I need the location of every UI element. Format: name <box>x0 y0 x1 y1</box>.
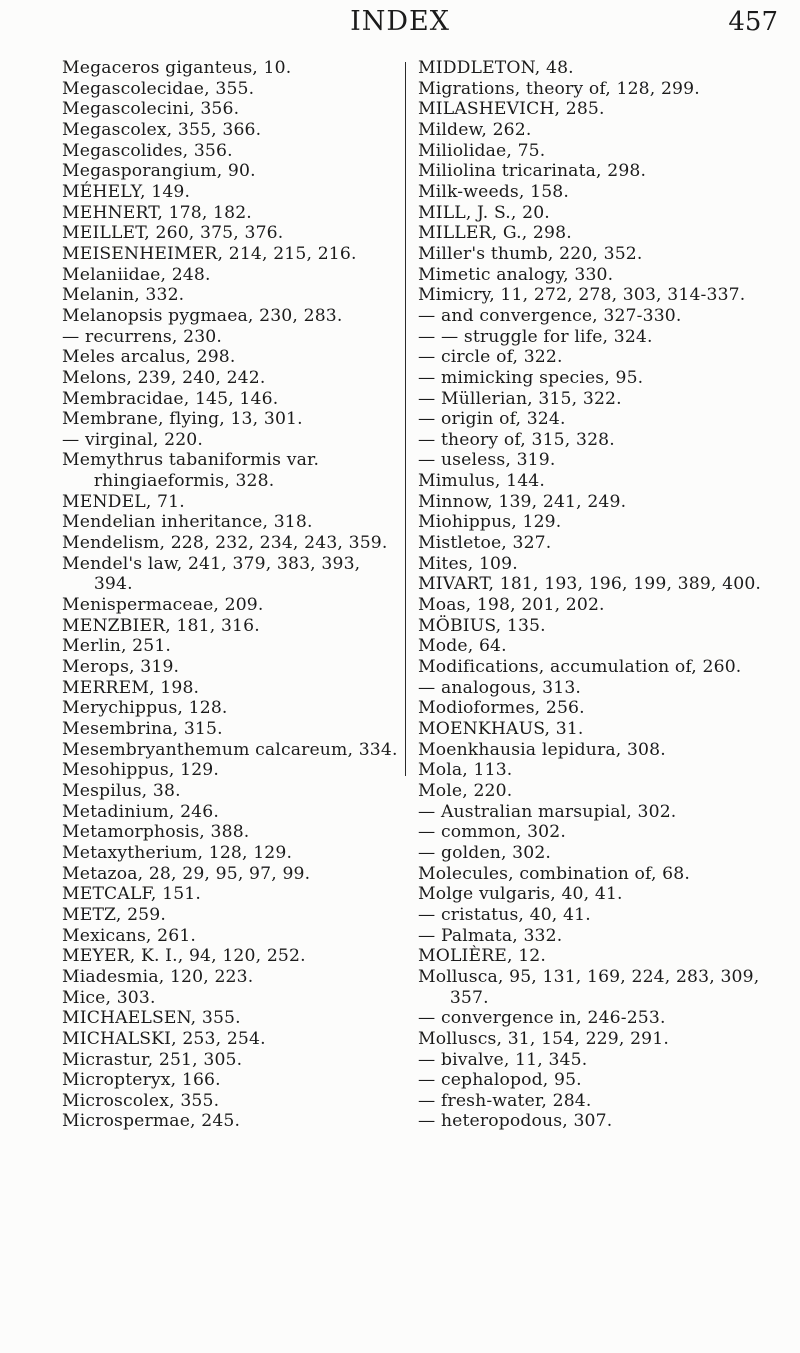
index-entry: Megascolecini, 356. <box>62 99 240 120</box>
index-entry: MICHALSKI, 253, 254. <box>62 1028 266 1049</box>
page-number: 457 <box>728 7 778 37</box>
index-entry: Modioformes, 256. <box>418 698 585 719</box>
index-entry: Mimicry, 11, 272, 278, 303, 314-337. <box>418 285 746 306</box>
index-entry: Microspermae, 245. <box>62 1111 241 1132</box>
index-entry: — bivalve, 11, 345. <box>418 1049 588 1070</box>
index-entry: Modifications, accumulation of, 260. <box>418 657 742 678</box>
index-entry: Miliolidae, 75. <box>418 140 546 161</box>
index-entry: Milk-weeds, 158. <box>418 181 569 202</box>
index-entry: METZ, 259. <box>62 904 166 925</box>
index-entry: Membracidae, 145, 146. <box>62 388 279 409</box>
index-entry: Menispermaceae, 209. <box>62 595 264 616</box>
index-entry: Merlin, 251. <box>62 636 172 657</box>
index-entry: Metadinium, 246. <box>62 801 219 822</box>
index-entry: — origin of, 324. <box>418 409 566 430</box>
index-entry: MÉHELY, 149. <box>62 181 191 202</box>
index-entry: Megasporangium, 90. <box>62 161 256 182</box>
page-title: INDEX <box>350 6 450 37</box>
index-entry: Mexicans, 261. <box>62 925 197 946</box>
index-entry: Megascolecidae, 355. <box>62 78 255 99</box>
index-entry: Megascolex, 355, 366. <box>62 119 262 140</box>
index-entry: Merops, 319. <box>62 657 180 678</box>
index-entry: MICHAELSEN, 355. <box>62 1008 241 1029</box>
index-entry: Micropteryx, 166. <box>62 1070 221 1091</box>
index-entry: Mesohippus, 129. <box>62 760 219 781</box>
index-entry: MERREM, 198. <box>62 677 200 698</box>
index-entry: MIDDLETON, 48. <box>418 58 574 78</box>
index-column-right <box>418 58 793 1132</box>
index-entry: Mole, 220. <box>418 780 513 801</box>
index-entry: Membrane, flying, 13, 301. <box>62 409 303 430</box>
index-entry: MEHNERT, 178, 182. <box>62 202 252 223</box>
index-entry: MILLER, G., 298. <box>418 223 572 244</box>
index-column-left <box>62 58 402 1132</box>
index-entry: METCALF, 151. <box>62 884 201 905</box>
index-entry: MILL, J. S., 20. <box>418 202 550 223</box>
index-entry: — — struggle for life, 324. <box>418 326 653 347</box>
index-entry: Micrastur, 251, 305. <box>62 1049 243 1070</box>
index-entry: Melaniidae, 248. <box>62 264 211 285</box>
index-entry: MEISENHEIMER, 214, 215, 216. <box>62 243 357 264</box>
index-entry: — recurrens, 230. <box>62 326 222 347</box>
index-entry: — Palmata, 332. <box>418 925 563 946</box>
index-entry: — common, 302. <box>418 822 566 843</box>
index-entry: Molluscs, 31, 154, 229, 291. <box>418 1028 669 1049</box>
index-entry: — cristatus, 40, 41. <box>418 904 591 925</box>
index-entry: Moas, 198, 201, 202. <box>418 595 605 616</box>
index-entry: MENZBIER, 181, 316. <box>62 615 260 636</box>
index-entry: Merychippus, 128. <box>62 698 228 719</box>
index-entry: — fresh-water, 284. <box>418 1090 592 1111</box>
index-entry: Moenkhausia lepidura, 308. <box>418 739 666 760</box>
column-divider <box>405 62 406 776</box>
index-entry: Metamorphosis, 388. <box>62 822 250 843</box>
index-entry: Migrations, theory of, 128, 299. <box>418 78 700 99</box>
index-entry: — virginal, 220. <box>62 429 203 450</box>
index-entry: Mimetic analogy, 330. <box>418 264 614 285</box>
index-entry: MENDEL, 71. <box>62 491 185 512</box>
index-entry: Miohippus, 129. <box>418 512 562 533</box>
index-entry: — circle of, 322. <box>418 347 563 368</box>
index-entry: Megascolides, 356. <box>62 140 233 161</box>
index-entry: — golden, 302. <box>418 842 552 863</box>
index-entry: — Australian marsupial, 302. <box>418 801 677 822</box>
index-entry: MIVART, 181, 193, 196, 199, 389, 400. <box>418 574 762 595</box>
index-entry: Melons, 239, 240, 242. <box>62 367 266 388</box>
index-entry: Miadesmia, 120, 223. <box>62 966 254 987</box>
index-entry: Minnow, 139, 241, 249. <box>418 491 627 512</box>
index-entry: — useless, 319. <box>418 450 556 471</box>
index-entry: Mode, 64. <box>418 636 507 657</box>
index-entry: Molge vulgaris, 40, 41. <box>418 884 623 905</box>
index-entry: Mice, 303. <box>62 987 156 1008</box>
index-entry: Mollusca, 95, 131, 169, 224, 283, 309, 357. <box>418 966 760 1008</box>
index-entry: Mendel's law, 241, 379, 383, 393, 394. <box>62 553 361 595</box>
index-entry: — and convergence, 327-330. <box>418 305 682 326</box>
index-entry: — convergence in, 246-253. <box>418 1008 666 1029</box>
index-entry: Mimulus, 144. <box>418 471 545 492</box>
index-entry: Memythrus tabaniformis var. rhingiaeformis, 328. <box>62 450 320 492</box>
index-entry: — theory of, 315, 328. <box>418 429 615 450</box>
index-entry: — heteropodous, 307. <box>418 1111 613 1132</box>
index-entry: — analogous, 313. <box>418 677 582 698</box>
page-header <box>0 4 800 44</box>
index-entry: MEYER, K. I., 94, 120, 252. <box>62 946 306 967</box>
index-entry: — mimicking species, 95. <box>418 367 644 388</box>
index-entry: Miller's thumb, 220, 352. <box>418 243 643 264</box>
index-entry: Melanopsis pygmaea, 230, 283. <box>62 305 343 326</box>
index-entry: Miliolina tricarinata, 298. <box>418 161 647 182</box>
index-entry: Mites, 109. <box>418 553 518 574</box>
index-entry: Mola, 113. <box>418 760 513 781</box>
index-entry: Metaxytherium, 128, 129. <box>62 842 293 863</box>
index-entry: MOLIÈRE, 12. <box>418 946 546 967</box>
index-entry: Mendelism, 228, 232, 234, 243, 359. <box>62 533 388 554</box>
index-entry: Mildew, 262. <box>418 119 532 140</box>
index-entry: Metazoa, 28, 29, 95, 97, 99. <box>62 863 311 884</box>
index-entry: MÖBIUS, 135. <box>418 615 546 636</box>
index-entry: MEILLET, 260, 375, 376. <box>62 223 284 244</box>
index-entry: — Müllerian, 315, 322. <box>418 388 622 409</box>
index-entry: Mespilus, 38. <box>62 780 181 801</box>
index-entry: Mistletoe, 327. <box>418 533 552 554</box>
index-entry: Meles arcalus, 298. <box>62 347 236 368</box>
index-entry: Melanin, 332. <box>62 285 185 306</box>
index-entry: MOENKHAUS, 31. <box>418 719 584 739</box>
index-entry: Mesembryanthemum calcareum, 334. <box>62 739 398 760</box>
index-entry: Molecules, combination of, 68. <box>418 863 690 884</box>
index-entry: Megaceros giganteus, 10. <box>62 58 292 78</box>
index-entry: Mendelian inheritance, 318. <box>62 512 313 533</box>
index-entry: — cephalopod, 95. <box>418 1070 582 1091</box>
index-entry: Microscolex, 355. <box>62 1090 220 1111</box>
index-entry: MILASHEVICH, 285. <box>418 99 605 120</box>
index-entry: Mesembrina, 315. <box>62 719 223 739</box>
